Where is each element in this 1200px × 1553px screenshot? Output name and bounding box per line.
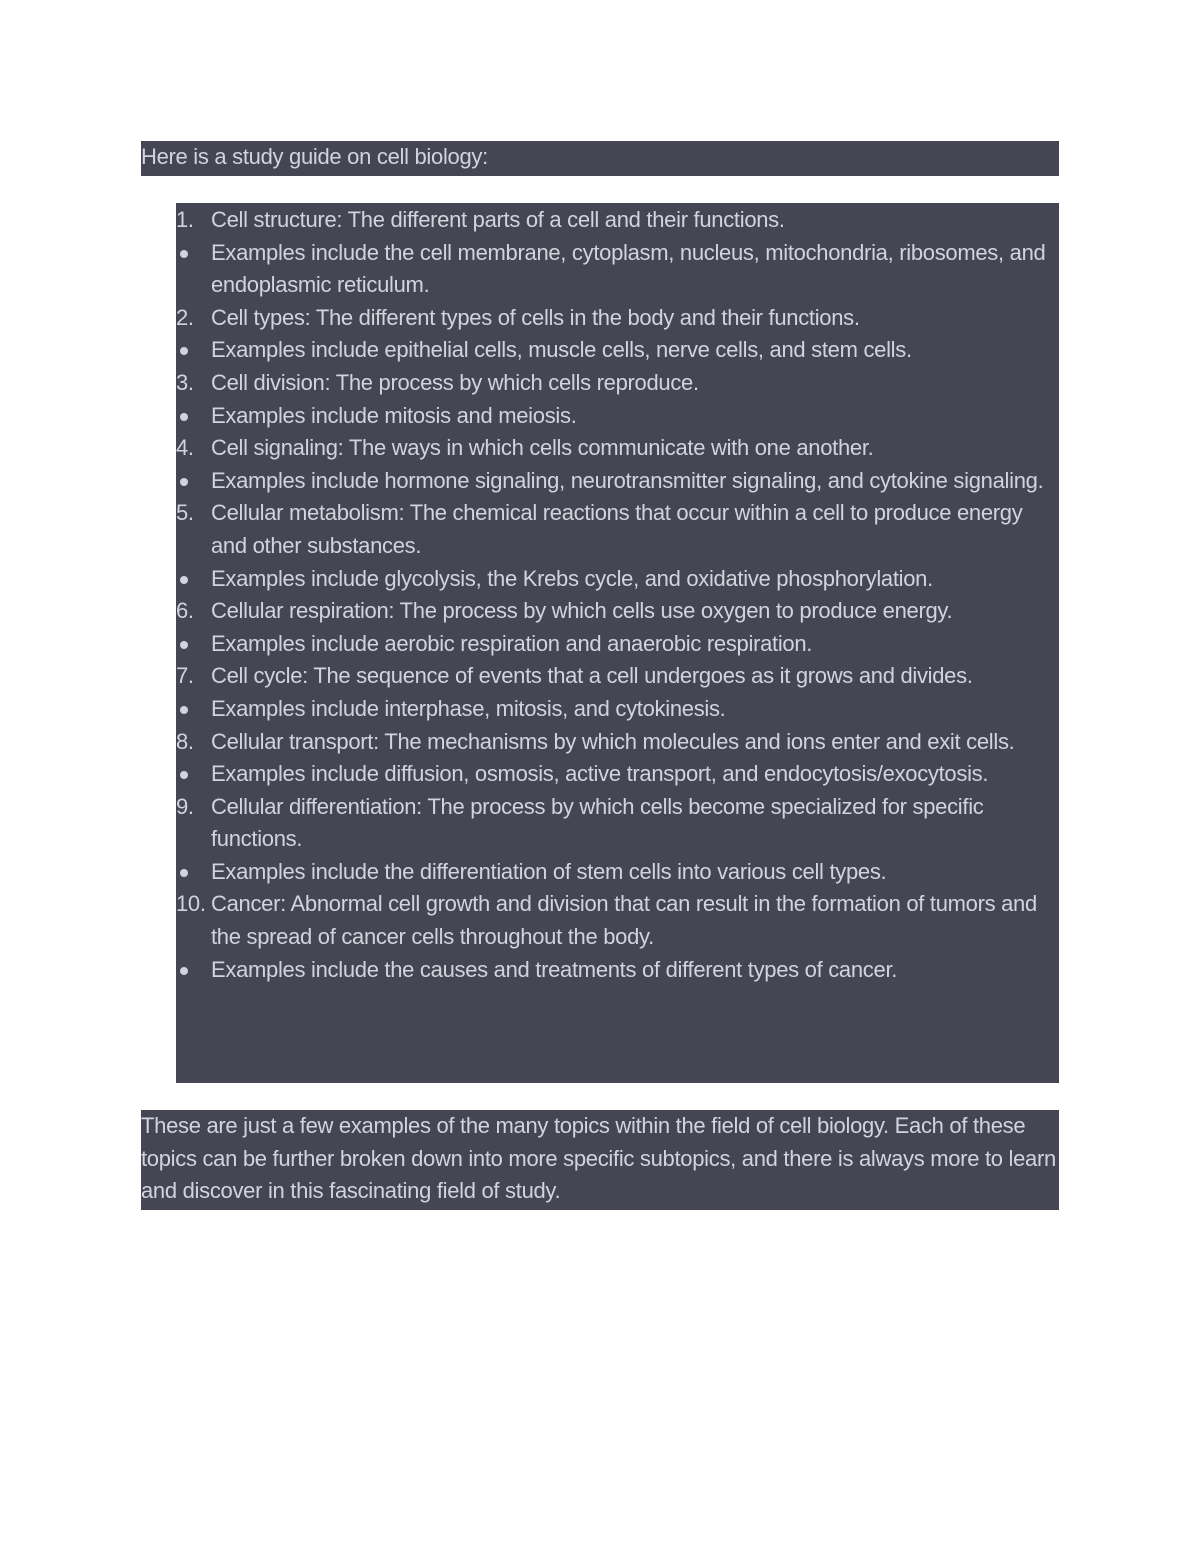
item-text: Examples include mitosis and meiosis. bbox=[211, 402, 577, 428]
item-text: Examples include diffusion, osmosis, active transport, and endocytosis/exocytosis. bbox=[211, 761, 989, 787]
item-number: 10. bbox=[176, 891, 206, 917]
example-item bbox=[176, 237, 1059, 302]
closing-paragraph bbox=[141, 1110, 1059, 1210]
item-text: Examples include glycolysis, the Krebs cycle, and oxidative phosphorylation. bbox=[211, 565, 933, 591]
example-item bbox=[176, 465, 1059, 498]
intro-text: Here is a study guide on cell biology: bbox=[141, 144, 488, 169]
item-number: 7. bbox=[176, 663, 194, 689]
example-item bbox=[176, 628, 1059, 661]
example-item bbox=[176, 758, 1059, 791]
topic-item bbox=[176, 595, 1059, 628]
item-text: Cell types: The different types of cells in the body and their functions. bbox=[211, 304, 860, 330]
example-item bbox=[176, 856, 1059, 889]
item-text: Examples include epithelial cells, muscle cells, nerve cells, and stem cells. bbox=[211, 337, 912, 363]
topic-item bbox=[176, 302, 1059, 335]
item-number: 4. bbox=[176, 435, 194, 461]
item-number: 6. bbox=[176, 598, 194, 624]
topic-item bbox=[176, 888, 1059, 953]
item-text: Examples include the differentiation of stem cells into various cell types. bbox=[211, 858, 887, 884]
item-text: Cell structure: The different parts of a cell and their functions. bbox=[211, 207, 785, 232]
item-number: 3. bbox=[176, 369, 194, 395]
example-item bbox=[176, 400, 1059, 433]
item-number: 2. bbox=[176, 304, 194, 330]
topic-item bbox=[176, 367, 1059, 400]
item-text: Cell cycle: The sequence of events that a cell undergoes as it grows and divides. bbox=[211, 663, 973, 689]
intro-paragraph bbox=[141, 141, 1059, 176]
item-text: Examples include the causes and treatments of different types of cancer. bbox=[211, 956, 898, 982]
topic-item bbox=[176, 791, 1059, 856]
example-item bbox=[176, 954, 1059, 987]
item-text: Examples include hormone signaling, neurotransmitter signaling, and cytokine signaling. bbox=[211, 467, 1044, 493]
item-text: Examples include aerobic respiration and anaerobic respiration. bbox=[211, 630, 813, 656]
topic-item bbox=[176, 497, 1059, 562]
item-text: Cellular respiration: The process by which cells use oxygen to produce energy. bbox=[211, 598, 953, 624]
item-number: 1. bbox=[176, 207, 194, 232]
example-item bbox=[176, 563, 1059, 596]
item-text: Cellular differentiation: The process by which cells become specialized for specific functions. bbox=[211, 793, 984, 852]
item-text: Examples include interphase, mitosis, and cytokinesis. bbox=[211, 695, 726, 721]
topic-item bbox=[176, 204, 1059, 237]
item-text: Cell division: The process by which cells reproduce. bbox=[211, 369, 699, 395]
item-number: 5. bbox=[176, 500, 194, 526]
item-text: Examples include the cell membrane, cytoplasm, nucleus, mitochondria, ribosomes, and endoplasmic reticulum. bbox=[211, 239, 1046, 298]
study-guide-list bbox=[176, 203, 1059, 1083]
example-item bbox=[176, 334, 1059, 367]
topic-item bbox=[176, 660, 1059, 693]
closing-text: These are just a few examples of the many topics within the field of cell biology. Each of these topics can be further broken down into more specific subtopics, and there is always more to learn and discover in this fascinating field of study. bbox=[141, 1113, 1056, 1204]
topic-item bbox=[176, 432, 1059, 465]
topic-item bbox=[176, 726, 1059, 759]
item-number: 9. bbox=[176, 793, 194, 819]
item-text: Cellular metabolism: The chemical reactions that occur within a cell to produce energy and other substances. bbox=[211, 500, 1023, 558]
item-text: Cell signaling: The ways in which cells communicate with one another. bbox=[211, 435, 874, 461]
item-text: Cancer: Abnormal cell growth and division that can result in the formation of tumors and the spread of cancer cells throughout the body. bbox=[211, 891, 1037, 950]
example-item bbox=[176, 693, 1059, 726]
item-text: Cellular transport: The mechanisms by which molecules and ions enter and exit cells. bbox=[211, 728, 1015, 754]
item-number: 8. bbox=[176, 728, 194, 754]
